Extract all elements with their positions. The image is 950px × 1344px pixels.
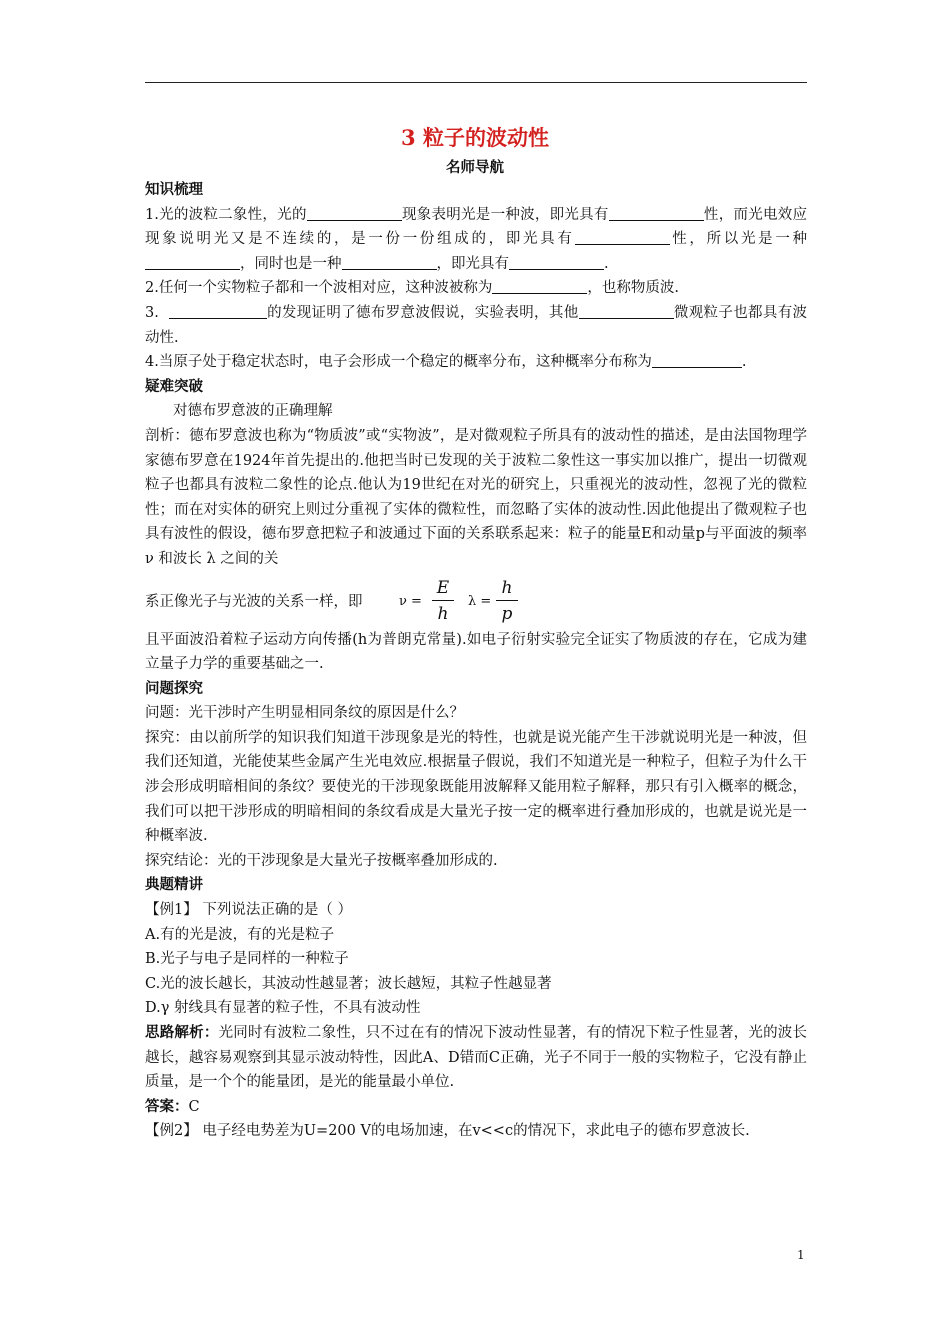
document-body xyxy=(145,178,807,1144)
answer-blank xyxy=(492,278,587,294)
analysis-paragraph-continued: 且平面波沿着粒子运动方向传播(h为普朗克常量).如电子衍射实验完全证实了物质波的存在，它成为建立量子力学的重要基础之一. xyxy=(145,631,807,673)
answer-blank xyxy=(145,254,240,270)
analysis-label: 思路解析： xyxy=(145,1024,219,1041)
fraction-denominator: p xyxy=(501,603,513,624)
answer-label: 答案： xyxy=(145,1097,189,1115)
formula-line xyxy=(145,576,807,626)
example-1-answer xyxy=(145,1095,807,1120)
answer-blank xyxy=(609,205,704,221)
example-1-stem: 【例1】 下列说法正确的是（ ） xyxy=(145,902,352,919)
wavelength-fraction xyxy=(487,576,527,625)
example-1-option-d: D.γ 射线具有显著的粒子性，不具有波动性 xyxy=(145,1000,421,1017)
section-heading-inquiry: 问题探究 xyxy=(145,679,203,697)
page-number: 1 xyxy=(797,1248,805,1262)
example-1-option-c: C.光的波长越长，其波动性越显著；波长越短，其粒子性越显著 xyxy=(145,975,552,992)
section-heading-examples: 典题精讲 xyxy=(145,876,203,894)
answer-blank xyxy=(342,254,437,270)
answer-value: C xyxy=(188,1098,200,1115)
example-1-analysis xyxy=(145,1021,807,1095)
answer-blank xyxy=(307,205,402,221)
answer-blank xyxy=(579,303,674,319)
page-title: 3 粒子的波动性 xyxy=(401,125,549,150)
question-2: 2.任何一个实物粒子都和一个波相对应，这种波被称为 ，也称物质波. xyxy=(145,280,679,297)
analysis-paragraph: 剖析：德布罗意波也称为“物质波”或“实物波”，是对微观粒子所具有的波动性的描述，是由法国物理学家德布罗意在1924年首先提出的.他把当时已发现的关于波粒二象性这一事实加以推广，提出一切微观粒子也都具有波粒二象性的论点.他认为19世纪在对光的研究上，只重视光的波动性，忽视了光的微粒性；而在对实体的研究上则过分重视了实体的微粒性，而忽略了实体的波动性.因此他提出了微观粒子也具有波性的假设，德布罗意把粒子和波通过下面的关系联系起来：粒子的能量E和动量p与平面波的频率 ν 和波长 λ 之间的关 xyxy=(145,427,807,567)
question-1: 1.光的波粒二象性，光的 现象表明光是一种波，即光具有 性，而光电效应现象说明光又是不连续的，是一份一份组成的，即光具有 性，所以光是一种，同时也是一种 ，即光具有 . xyxy=(145,206,808,272)
section-subheading: 对德布罗意波的正确理解 xyxy=(173,403,333,420)
header-rule xyxy=(145,82,807,83)
fraction-numerator: h xyxy=(501,577,513,598)
frequency-symbol: ν = xyxy=(399,593,422,609)
example-1-option-b: B.光子与电子是同样的一种粒子 xyxy=(145,951,349,968)
section-heading-difficulty: 疑难突破 xyxy=(145,377,203,395)
inquiry-explore: 探究：由以前所学的知识我们知道干涉现象是光的特性，也就是说光能产生干涉就说明光是一种波，但我们还知道，光能使某些金属产生光电效应.根据量子假说，我们不知道光是一种粒子，但粒子为什么干涉会形成明暗相间的条纹？要使光的干涉现象既能用波解释又能用粒子解释，那只有引入概率的概念，我们可以把干涉形成的明暗相间的条纹看成是大量光子按一定的概率进行叠加形成的，也就是说光是一种概率波. xyxy=(145,729,807,845)
answer-blank xyxy=(575,229,670,245)
example-1-option-a: A.有的光是波，有的光是粒子 xyxy=(145,926,335,943)
question-3: 3. 的发现证明了德布罗意波假说，实验表明，其他 微观粒子也都具有波动性. xyxy=(145,304,808,346)
analysis-text: 光同时有波粒二象性，只不过在有的情况下波动性显著，有的情况下粒子性显著，光的波长越长，越容易观察到其显示波动特性，因此A、D错而C正确，光子不同于一般的实物粒子，它没有静止质量，是一个个的能量团，是光的能量最小单位. xyxy=(145,1025,808,1091)
formula-lead-text: 系正像光子与光波的关系一样，即 xyxy=(145,593,363,610)
page-subtitle: 名师导航 xyxy=(446,159,504,176)
fraction-numerator: E xyxy=(436,577,450,598)
wavelength-symbol: λ = xyxy=(468,593,492,609)
section-heading-knowledge: 知识梳理 xyxy=(145,181,203,198)
inquiry-conclusion: 探究结论：光的干涉现象是大量光子按概率叠加形成的. xyxy=(145,852,498,869)
inquiry-question: 问题：光干涉时产生明显相同条纹的原因是什么？ xyxy=(145,705,464,722)
example-2-stem: 【例2】 电子经电势差为U=200 V的电场加速，在v<<c的情况下，求此电子的德布罗意波长. xyxy=(145,1123,750,1140)
frequency-fraction xyxy=(423,576,463,625)
answer-blank xyxy=(509,254,604,270)
question-4: 4.当原子处于稳定状态时，电子会形成一个稳定的概率分布，这种概率分布称为 . xyxy=(145,354,747,371)
answer-blank-continued xyxy=(732,352,742,368)
fraction-denominator: h xyxy=(437,603,449,624)
answer-blank xyxy=(169,303,267,319)
answer-blank xyxy=(652,352,732,368)
